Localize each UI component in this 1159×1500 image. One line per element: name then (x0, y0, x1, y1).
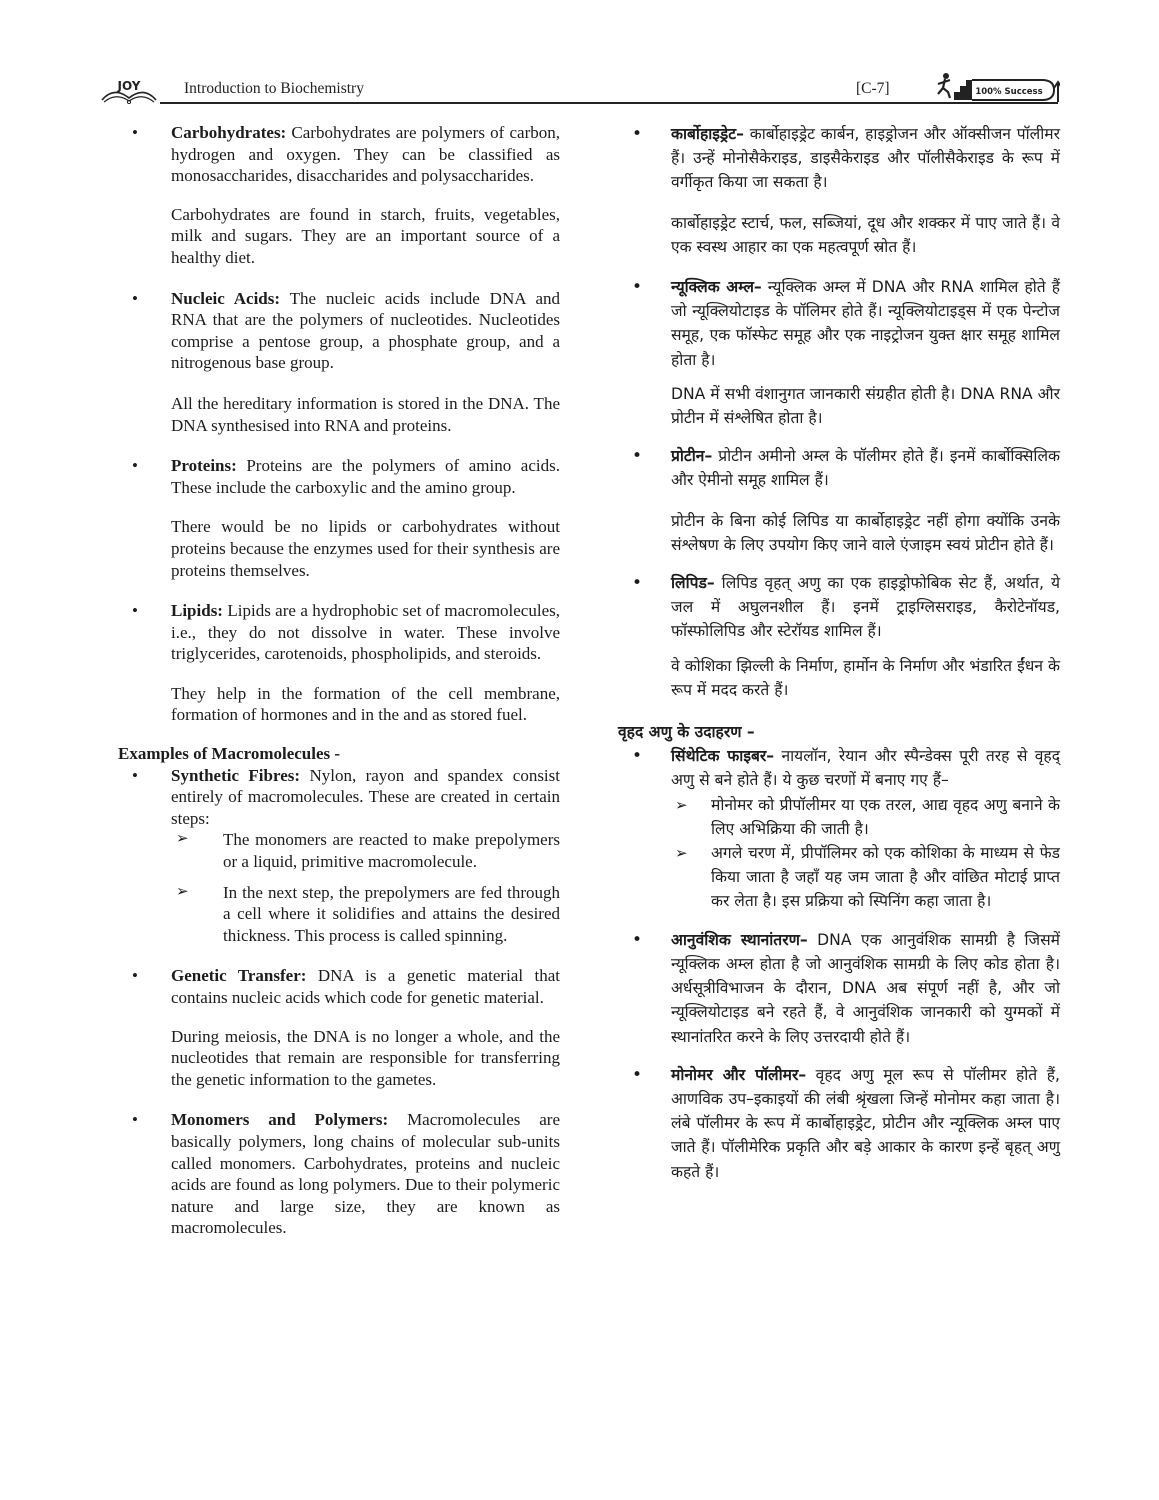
item-term: Monomers and Polymers: (171, 1110, 389, 1130)
joy-book-logo-icon (100, 76, 158, 104)
list-item-synthetic-fibres (118, 765, 560, 947)
bullet-icon: • (132, 1110, 138, 1130)
bullet-icon: • (632, 746, 643, 767)
list-item-carbohydrates-hi (618, 122, 1060, 259)
item-text: Macromolecules are basically polymers, long chains of molecular sub-units called monomers. Carbohydrates, proteins and nucleic acids are found as long polymers. Due to their polymeric nature and large size, they are known as macromolecules. (171, 1110, 560, 1238)
item-para: All the hereditary information is stored in the DNA. The DNA synthesised into RNA and proteins. (171, 393, 560, 435)
list-item-monomers-polymers-hi (618, 1063, 1060, 1184)
item-term: लिपिड– (671, 574, 715, 593)
bullet-icon: • (132, 966, 138, 986)
badge-text: 100% Success (975, 87, 1043, 97)
item-text: Lipids are a hydrophobic set of macromolecules, i.e., they do not dissolve in water. These involve triglycerides, carotenoids, phospholipids, and steroids. (171, 601, 560, 664)
list-item-carbohydrates (118, 122, 560, 269)
item-term: न्यूक्लिक अम्ल– (671, 278, 762, 297)
item-text: वृहद अणु मूल रूप से पॉलीमर होते हैं, आणविक उप–इकाइयों की लंबी श्रृंखला जिन्हें मोनोमर कहा जाता है। लंबे पॉलीमर के रूप में कार्बोहाइड्रेट, प्रोटीन और न्यूक्लिक अम्ल पाए जाते हैं। पॉलीमेरिक प्रकृति और बड़े आकार के कारण इन्हें बृहत् अणु कहते हैं। (671, 1065, 1060, 1181)
item-term: Synthetic Fibres: (171, 765, 301, 785)
sub-step (171, 829, 560, 872)
page-header (100, 74, 1060, 106)
bullet-icon: • (632, 446, 643, 467)
section-heading: वृहद अणु के उदाहरण – (618, 723, 755, 742)
bullet-icon: • (132, 765, 138, 785)
item-term: Proteins: (171, 456, 237, 476)
item-text: DNA एक आनुवंशिक सामग्री है जिसमें न्यूक्लिक अम्ल होता है जो आनुवंशिक सामग्री के लिए कोड होता है। अर्धसूत्रीविभाजन के दौरान, DNA अब संपूर्ण नहीं है, और जो न्यूक्लियोटाइड बने रहते हैं, वे आनुवंशिक जानकारी को युग्मकों में स्थानांतरित करने के लिए उत्तरदायी होते हैं। (671, 930, 1060, 1046)
bullet-icon: • (632, 573, 643, 594)
item-term: Carbohydrates: (171, 123, 287, 142)
bullet-icon: • (632, 277, 643, 298)
item-text: The nucleic acids include DNA and RNA that are the polymers of nucleotides. Nucleotides comprise a pentose group, a phosphate group, and a nitrogenous base group. (171, 288, 560, 373)
list-item-lipids-hi (618, 571, 1060, 702)
item-term: प्रोटीन– (671, 447, 713, 466)
item-text: कार्बोहाइड्रेट कार्बन, हाइड्रोजन और ऑक्सीजन पॉलीमर हैं। उन्हें मोनोसैकेराइड, डाइसैकेराइड और पॉलीसैकेराइड के रूप में वर्गीकृत किया जा सकता है। (671, 125, 1060, 192)
item-para: प्रोटीन के बिना कोई लिपिड या कार्बोहाइड्रेट नहीं होगा क्योंकि उनके संश्लेषण के लिए उपयोग किए जाने वाले एंजाइम स्वयं प्रोटीन होते हैं। (671, 511, 1060, 554)
item-text: प्रोटीन अमीनो अम्ल के पॉलीमर होते हैं। इनमें कार्बोक्सिलिक और ऐमीनो समूह शामिल हैं। (671, 447, 1060, 490)
step-text: मोनोमर को प्रीपॉलीमर या एक तरल, आद्य वृहद अणु बनाने के लिए अभिक्रिया की जाती है। (711, 795, 1060, 838)
section-heading: Examples of Macromolecules - (118, 744, 341, 764)
list-item-monomers-polymers (118, 1109, 560, 1239)
item-term: कार्बोहाइड्रेट– (671, 125, 744, 143)
item-term: Nucleic Acids: (171, 288, 281, 308)
running-title: Introduction to Biochemistry (184, 80, 364, 97)
list-item-proteins-hi (618, 444, 1060, 557)
item-para: There would be no lipids or carbohydrates without proteins because the enzymes used for their synthesis are proteins themselves. (171, 517, 560, 580)
item-text: नायलॉन, रेयान और स्पैन्डेक्स पूरी तरह से वृहद् अणु से बने होते हैं। ये कुछ चरणों में बनाए गए हैं– (671, 747, 1060, 790)
arrow-bullet-icon: ➢ (675, 844, 688, 863)
item-term: आनुवंशिक स्थानांतरण– (671, 930, 808, 949)
list-item-lipids (118, 600, 560, 726)
list-item-genetic-transfer (118, 965, 560, 1090)
header-rule (160, 102, 1058, 104)
item-text: DNA is a genetic material that contains nucleic acids which code for genetic material. (171, 966, 560, 1007)
bullet-icon: • (132, 123, 138, 142)
list-item-genetic-transfer-hi (618, 928, 1060, 1049)
item-term: Genetic Transfer: (171, 966, 307, 986)
item-para: Carbohydrates are found in starch, fruits, vegetables, milk and sugars. They are an important source of a healthy diet. (171, 204, 560, 267)
list-item-nucleic-acids-hi (618, 275, 1060, 430)
bullet-icon: • (632, 929, 643, 950)
item-text: Proteins are the polymers of amino acids. These include the carboxylic and the amino group. (171, 456, 560, 497)
item-text: न्यूक्लिक अम्ल में DNA और RNA शामिल होते हैं जो न्यूक्लियोटाइड के पॉलिमर होते हैं। न्यूक्लियोटाइड्स में एक पेन्टोज समूह, एक फॉस्फेट समूह और एक नाइट्रोजन युक्त क्षार समूह शामिल होता है। (671, 278, 1061, 369)
item-para: During meiosis, the DNA is no longer a whole, and the nucleotides that remain are responsible for transferring the genetic information to the gametes. (171, 1026, 560, 1089)
step-text: The monomers are reacted to make prepolymers or a liquid, primitive macromolecule. (223, 830, 560, 872)
item-para: They help in the formation of the cell membrane, formation of hormones and in the and as stored fuel. (171, 683, 560, 725)
logo-text: JOY (117, 79, 141, 93)
hindi-column (618, 122, 1060, 1184)
bullet-icon: • (132, 288, 138, 308)
item-term: Lipids: (171, 601, 223, 621)
step-text: In the next step, the prepolymers are fed through a cell where it solidifies and attains the desired thickness. This process is called spinning. (223, 882, 560, 945)
item-para: DNA में सभी वंशानुगत जानकारी संग्रहीत होती है। DNA RNA और प्रोटीन में संश्लेषित होता है। (671, 384, 1060, 428)
sub-step (171, 882, 560, 947)
bullet-icon: • (632, 124, 643, 144)
item-text: Carbohydrates are polymers of carbon, hydrogen and oxygen. They can be classified as monosaccharides, disaccharides and polysaccharides. (171, 123, 560, 186)
step-text: अगले चरण में, प्रीपॉलिमर को एक कोशिका के माध्यम से फेड किया जाता है जहाँ यह जम जाता है और वांछित मोटाई प्राप्त कर लेता है। इस प्रक्रिया को स्पिनिंग कहा जाता है। (711, 844, 1060, 911)
item-term: सिंथेटिक फाइबर– (671, 747, 775, 766)
bullet-icon: • (132, 601, 138, 621)
success-stairs-logo-icon (932, 70, 1060, 104)
arrow-bullet-icon: ➢ (675, 795, 688, 814)
list-item-nucleic-acids (118, 288, 560, 437)
item-text: Nylon, rayon and spandex consist entirely of macromolecules. These are created in certain steps: (171, 765, 560, 828)
list-item-proteins (118, 455, 560, 581)
list-item-synthetic-fibres-hi (618, 744, 1060, 913)
sub-step (671, 841, 1060, 914)
page-number: [C-7] (856, 80, 890, 97)
item-text: लिपिड वृहत् अणु का एक हाइड्रोफोबिक सेट हैं, अर्थात, ये जल में अघुलनशील हैं। इनमें ट्राइग्लिसराइड, कैरोटेनॉयड, फॉस्फोलिपिड और स्टेरॉयड शामिल हैं। (671, 574, 1060, 641)
bullet-icon: • (132, 456, 138, 476)
item-term: मोनोमर और पॉलीमर– (671, 1065, 807, 1084)
english-column (118, 122, 560, 1239)
arrow-bullet-icon: ➢ (176, 883, 189, 900)
arrow-bullet-icon: ➢ (176, 831, 189, 848)
bullet-icon: • (632, 1064, 643, 1085)
item-para: वे कोशिका झिल्ली के निर्माण, हार्मोन के निर्माण और भंडारित ईंधन के रूप में मदद करते हैं। (671, 656, 1060, 699)
item-para: कार्बोहाइड्रेट स्टार्च, फल, सब्जियां, दूध और शक्कर में पाए जाते हैं। वे एक स्वस्थ आहार का एक महत्वपूर्ण स्रोत हैं। (671, 213, 1060, 256)
sub-step (671, 793, 1060, 841)
